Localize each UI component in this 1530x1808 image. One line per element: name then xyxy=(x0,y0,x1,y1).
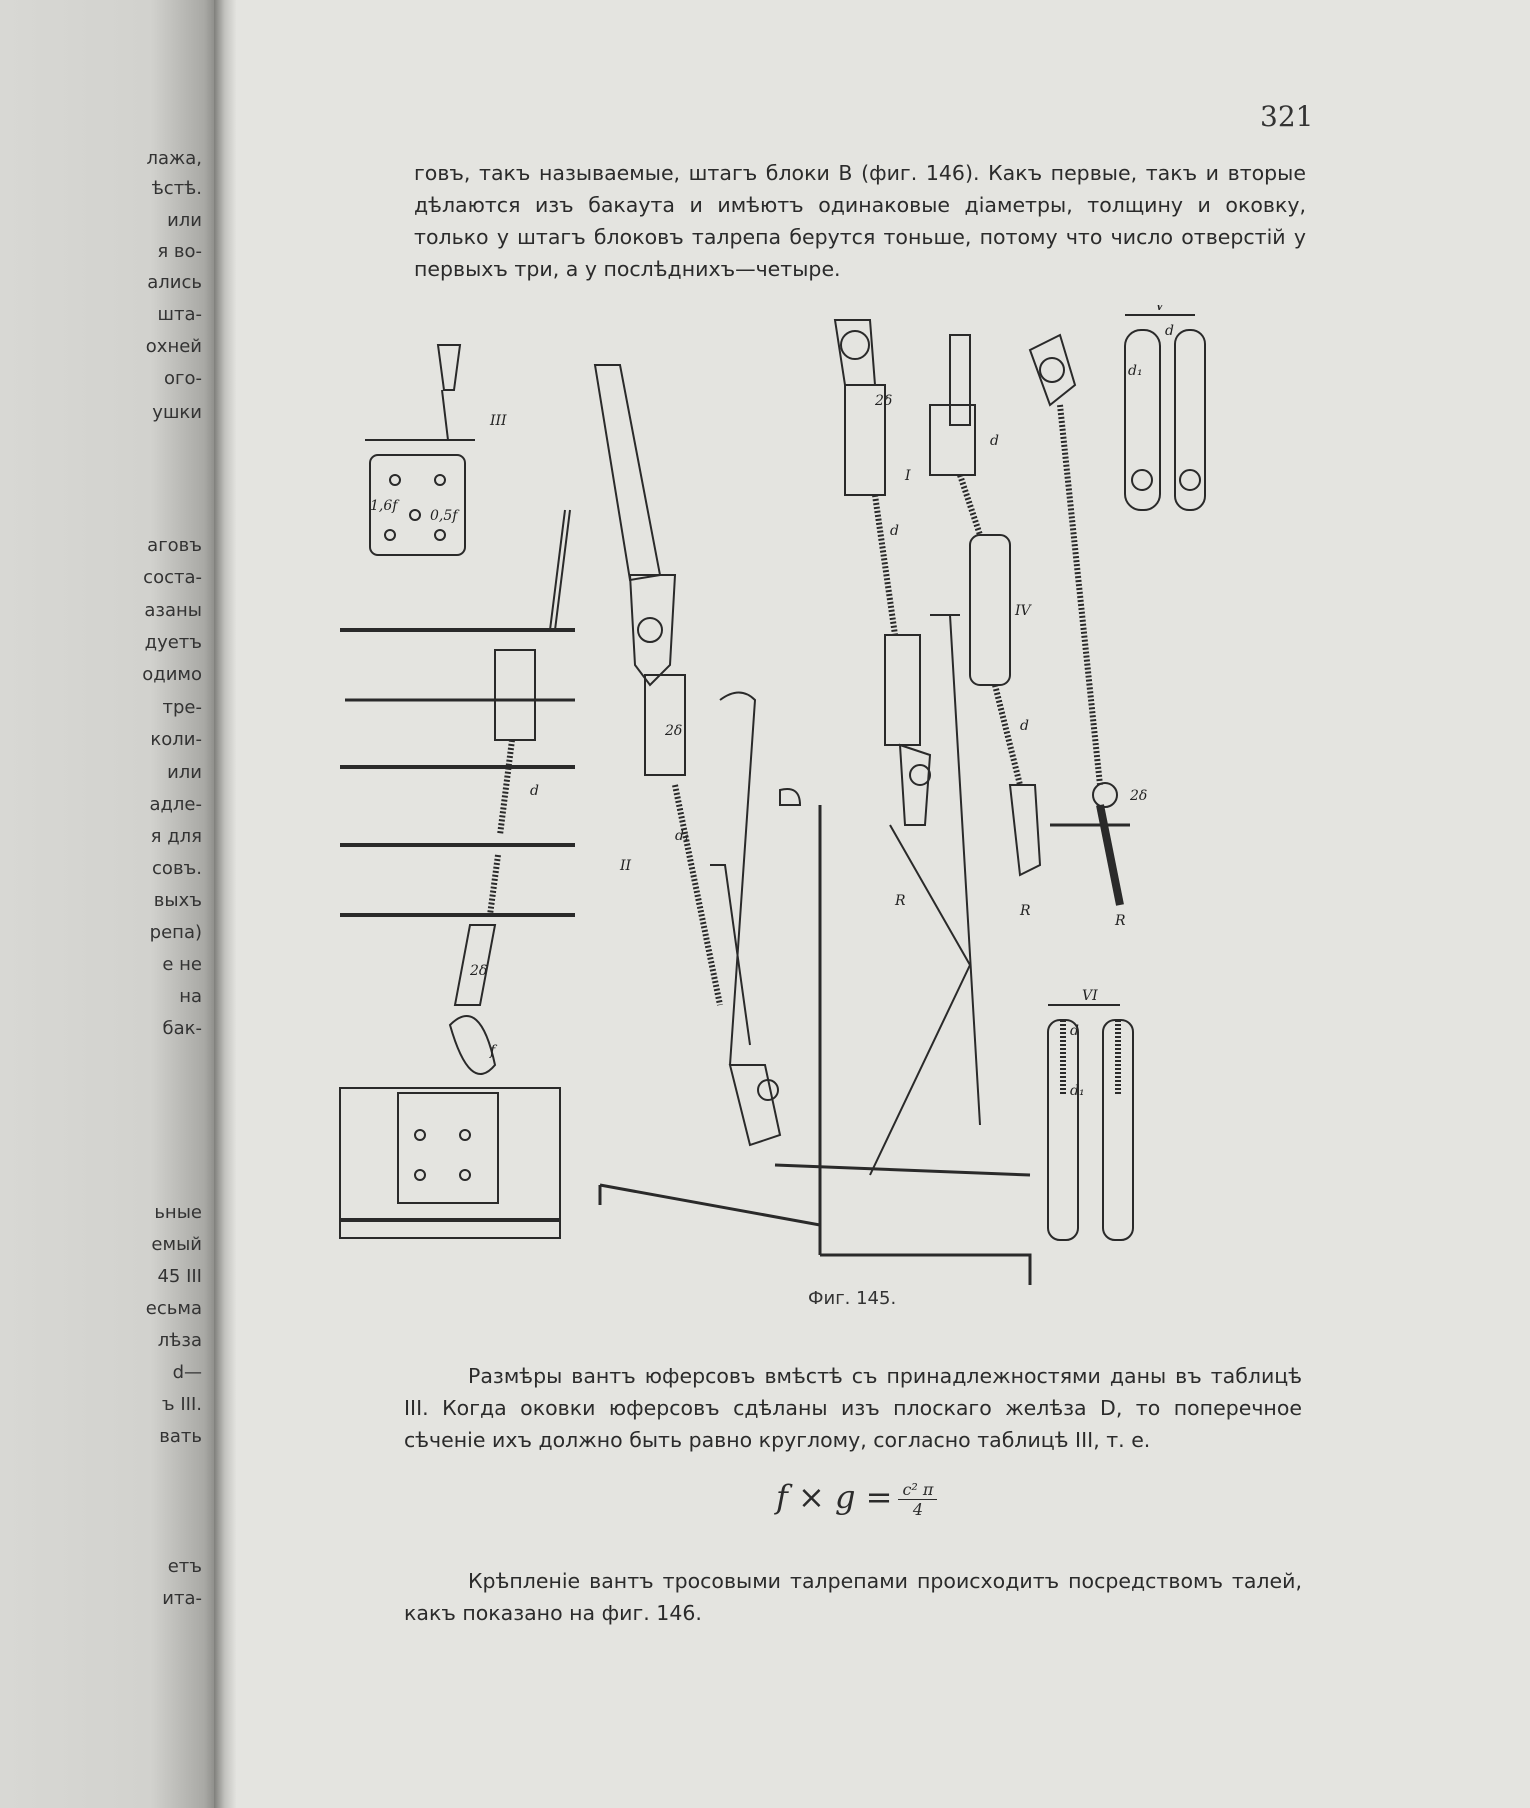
left-fragment: охней xyxy=(145,336,202,357)
left-page-edge xyxy=(0,0,215,1808)
left-fragment: ого- xyxy=(164,368,202,389)
left-fragment: соста- xyxy=(143,567,202,588)
left-fragment: коли- xyxy=(150,729,202,750)
paragraph-tackle: Крѣпленіе вантъ тросовыми талрепами происходитъ посредствомъ талей, какъ показано на фиг. 146. xyxy=(404,1569,1302,1625)
left-fragment: d— xyxy=(172,1362,202,1383)
left-fragment: ались xyxy=(147,272,202,293)
figure-145-technical-drawing xyxy=(330,305,1360,1285)
left-fragment: ъ III. xyxy=(161,1394,202,1415)
left-fragment: одимо xyxy=(142,664,202,685)
left-fragment: 45 III xyxy=(157,1266,202,1287)
left-fragment: емый xyxy=(151,1234,202,1255)
detail-I xyxy=(775,320,1030,1285)
left-fragment: тре- xyxy=(162,697,202,718)
left-fragment: вать xyxy=(159,1426,202,1447)
label-d-i: d xyxy=(890,523,899,539)
label-d-iv: d xyxy=(990,433,999,449)
label-1-6f: 1,6f xyxy=(370,498,398,514)
label-2-delta-i: 2δ xyxy=(875,393,893,409)
left-fragment: дуетъ xyxy=(144,632,202,653)
left-fragment: или xyxy=(167,210,202,231)
left-fragment: шта- xyxy=(157,304,202,325)
left-fragment: лажа, xyxy=(146,148,202,169)
left-fragment: етъ xyxy=(167,1556,202,1577)
label-R-iv: R xyxy=(1020,903,1031,919)
left-fragment: репа) xyxy=(149,922,202,943)
detail-II xyxy=(595,365,820,1255)
page-number: 321 xyxy=(1260,100,1314,133)
label-V: V xyxy=(1155,305,1166,314)
left-fragment: лѣза xyxy=(157,1330,202,1351)
left-fragment: ита- xyxy=(162,1588,202,1609)
formula-fraction xyxy=(898,1480,937,1519)
label-d1-v: d₁ xyxy=(1128,363,1143,379)
label-2-delta-ii: 2δ xyxy=(665,723,683,739)
left-fragment: я для xyxy=(150,826,202,847)
label-R: R xyxy=(895,893,906,909)
left-fragment: адле- xyxy=(149,794,202,815)
label-III: III xyxy=(490,413,507,429)
book-gutter xyxy=(214,0,236,1808)
formula xyxy=(776,1478,937,1519)
label-d1: d₁ xyxy=(675,828,690,844)
paragraph-intro: говъ, такъ называемые, штагъ блоки B (фиг. 146). Какъ первые, такъ и вторые дѣлаются изъ бакаута и имѣютъ одинаковые діаметры, толщину и оковку, только у штагъ блоковъ талрепа берутся тоньше, потому что число отверстій у первыхъ три, а у послѣднихъ—четыре. xyxy=(414,161,1306,281)
figure-caption: Фиг. 145. xyxy=(808,1288,897,1309)
label-II: II xyxy=(620,858,632,874)
label-d-v: d xyxy=(1165,323,1174,339)
label-d-vi: d xyxy=(1070,1023,1079,1039)
label-d1-vi: d₁ xyxy=(1070,1083,1085,1099)
label-I: I xyxy=(905,468,911,484)
left-fragment: е не xyxy=(162,954,202,975)
label-R-iv-2: R xyxy=(1115,913,1126,929)
formula-lhs: f × g = xyxy=(776,1478,893,1516)
label-2-delta-iv: 2δ xyxy=(1130,788,1148,804)
left-fragment: бак- xyxy=(162,1018,202,1039)
left-fragment: азаны xyxy=(144,600,202,621)
label-0-5f: 0,5f xyxy=(430,508,458,524)
lanyard-left xyxy=(340,510,575,1238)
label-f: f xyxy=(490,1043,496,1059)
label-d: d xyxy=(530,783,539,799)
detail-VI xyxy=(1048,988,1133,1240)
detail-V xyxy=(1125,305,1205,510)
left-fragment: совъ. xyxy=(152,858,202,879)
left-fragment: выхъ xyxy=(153,890,202,911)
label-IV: IV xyxy=(1015,603,1031,619)
detail-III xyxy=(365,345,507,555)
left-fragment: ьные xyxy=(154,1202,202,1223)
label-VI: VI xyxy=(1082,988,1098,1004)
left-fragment: ушки xyxy=(152,402,202,423)
left-fragment: или xyxy=(167,762,202,783)
left-fragment: ѣстѣ. xyxy=(151,178,202,199)
paragraph-dimensions: Размѣры вантъ юферсовъ вмѣстѣ съ принадлежностями даны въ таблицѣ III. Когда оковки юферсовъ сдѣланы изъ плоскаго желѣза D, то поперечное сѣченіе ихъ должно быть равно круглому, согласно таблицѣ III, т. е. xyxy=(404,1364,1302,1452)
left-fragment: есьма xyxy=(145,1298,202,1319)
left-fragment: аговъ xyxy=(147,535,202,556)
label-d-iv-2: d xyxy=(1020,718,1029,734)
label-2-delta: 2δ xyxy=(470,963,488,979)
formula-numerator: c² π xyxy=(898,1480,937,1500)
formula-denominator: 4 xyxy=(912,1500,924,1519)
left-page-text-fragments xyxy=(0,0,210,1808)
left-fragment: на xyxy=(179,986,202,1007)
left-fragment: я во- xyxy=(157,241,202,262)
